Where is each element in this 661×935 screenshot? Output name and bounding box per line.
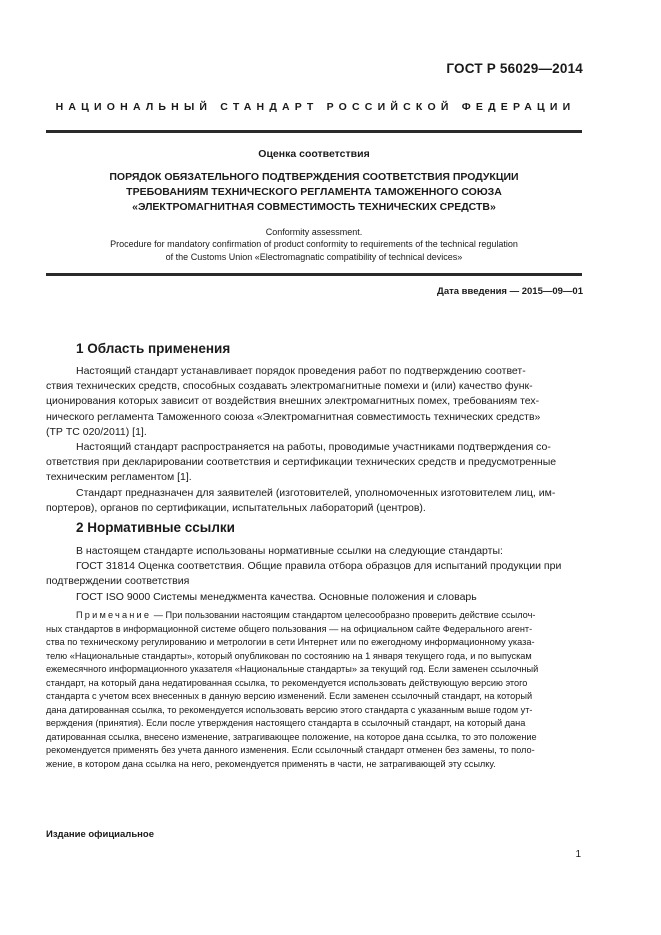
title-en-line: Conformity assessment.	[265, 227, 363, 237]
paragraph-line: портеров), органов по сертификации, испытательных лабораторий (центров).	[46, 501, 426, 514]
title-ru-line: ПОРЯДОК ОБЯЗАТЕЛЬНОГО ПОДТВЕРЖДЕНИЯ СООТВЕТСТВИЯ ПРОДУКЦИИ	[109, 171, 519, 183]
note-line: дана датированная ссылка, то рекомендуется использовать версию этого стандарта с указанным выше годом ут-	[46, 704, 533, 715]
note-line: рекомендуется применять без учета данного изменения. Если ссылочный стандарт отменен без замены, то поло-	[46, 745, 535, 756]
paragraph-line: ствия технических средств, способных создавать электромагнитные помехи и (или) качество функ-	[46, 380, 533, 393]
national-standard-header: НАЦИОНАЛЬНЫЙ СТАНДАРТ РОССИЙСКОЙ ФЕДЕРАЦИИ	[55, 101, 576, 113]
page-number: 1	[575, 849, 581, 860]
paragraph-line: ционирования которых зависит от воздействия внешних электромагнитных помех, требованиям тех-	[46, 395, 540, 408]
note-line: ства по техническому регулированию и метрологии в сети Интернет или по ежегодному информационному указа-	[46, 637, 535, 648]
paragraph-line: ответствия при декларировании соответствия и сертификации технических средств и предусмотренные	[46, 456, 557, 469]
reference-line: подтверждении соответствия	[46, 575, 190, 588]
standard-category: Оценка соответствия	[258, 148, 370, 160]
title-russian	[46, 170, 582, 215]
title-ru-line: ТРЕБОВАНИЯМ ТЕХНИЧЕСКОГО РЕГЛАМЕНТА ТАМОЖЕННОГО СОЮЗА	[126, 186, 502, 198]
note-line: датированная ссылка, внесено изменение, затрагивающее положение, на которое дана ссылка, то это положение	[46, 731, 537, 742]
note-block	[46, 609, 582, 772]
title-ru-line: «ЭЛЕКТРОМАГНИТНАЯ СОВМЕСТИМОСТЬ ТЕХНИЧЕСКИХ СРЕДСТВ»	[132, 201, 496, 213]
note-line: телю «Национальные стандарты», который опубликован по состоянию на 1 января текущего года, и по выпускам	[46, 650, 532, 661]
section-1-heading: 1 Область применения	[76, 341, 231, 356]
reference-line: ГОСТ ISO 9000 Системы менеджмента качества. Основные положения и словарь	[76, 590, 477, 603]
note-line: стандарт, на который дана недатированная ссылка, то рекомендуется использовать действующую версию этого	[46, 677, 528, 688]
title-english	[46, 226, 582, 263]
section-1-body	[46, 364, 582, 516]
paragraph-line: (ТР ТС 020/2011) [1].	[46, 425, 147, 438]
header-rule	[46, 130, 582, 133]
title-rule	[46, 273, 582, 276]
note-text: — При пользовании настоящим стандартом целесообразно проверить действие ссылоч-	[151, 610, 536, 620]
document-number: ГОСТ Р 56029—2014	[446, 61, 583, 76]
paragraph-line: нического регламента Таможенного союза «Электромагнитная совместимость технических средств»	[46, 410, 541, 423]
note-line: верждения (принятия). Если после утверждения настоящего стандарта в ссылочный стандарт, на который дана	[46, 718, 526, 729]
note-line	[46, 609, 582, 623]
official-edition-label: Издание официальное	[46, 829, 154, 840]
note-line: ежемесячного информационного указателя «Национальные стандарты» за текущий год. Если заменен ссылочный	[46, 664, 539, 675]
paragraph-line: Настоящий стандарт устанавливает порядок проведения работ по подтверждению соответ-	[76, 365, 526, 377]
note-line: жение, в котором дана ссылка на него, рекомендуется применять в части, не затрагивающей эту ссылку.	[46, 759, 496, 770]
section-2-body	[46, 544, 582, 605]
paragraph-line: Настоящий стандарт распространяется на работы, проводимые участниками подтверждения со-	[76, 441, 551, 454]
title-en-line: of the Customs Union «Electromagnatic compatibility of technical devices»	[165, 251, 463, 262]
note-line: стандарта с учетом всех внесенных в данную версию изменений. Если заменен ссылочный стандарт, на который	[46, 691, 533, 702]
introduction-date: Дата введения — 2015—09—01	[437, 286, 583, 297]
note-line: ных стандартов в информационной системе общего пользования — на официальном сайте Федерального агент-	[46, 623, 533, 634]
title-en-line: Procedure for mandatory confirmation of product conformity to requirements of the technical regulation	[110, 239, 518, 250]
paragraph-line: Стандарт предназначен для заявителей (изготовителей, уполномоченных изготовителем лиц, им-	[76, 486, 556, 499]
reference-line: ГОСТ 31814 Оценка соответствия. Общие правила отбора образцов для испытаний продукции при	[76, 560, 562, 573]
section-2-heading: 2 Нормативные ссылки	[76, 520, 235, 535]
note-label: Примечание	[76, 610, 152, 620]
paragraph-line: техническим регламентом [1].	[46, 471, 192, 484]
paragraph-line: В настоящем стандарте использованы нормативные ссылки на следующие стандарты:	[76, 545, 503, 557]
